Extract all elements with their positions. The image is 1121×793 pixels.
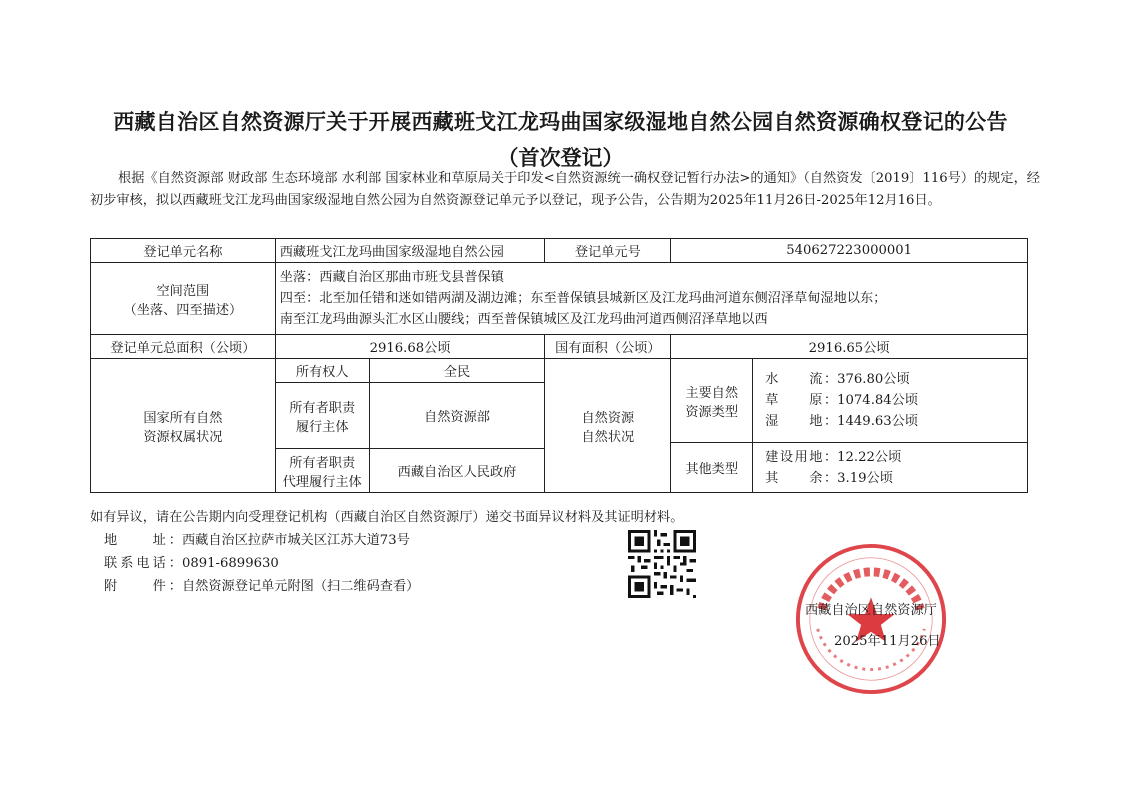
scope-label-line1: 空间范围 <box>156 283 210 299</box>
main-type-row <box>765 411 1023 432</box>
address-value: 西藏自治区拉萨市城关区江苏大道73号 <box>182 533 410 548</box>
type-value: 1449.63公顷 <box>837 414 919 429</box>
objection-text: 如有异议，请在公告期内向受理登记机构（西藏自治区自然资源厅）递交书面异议材料及其证明材料。 <box>90 510 684 525</box>
agent-value: 西藏自治区人民政府 <box>369 449 545 493</box>
owner-label: 所有权人 <box>275 359 369 383</box>
boundary-text-2: 南至江龙玛曲源头汇水区山腰线；西至普保镇城区及江龙玛曲河道西侧沼泽草地以西 <box>279 312 768 327</box>
agent-label <box>275 449 369 493</box>
main-type-row <box>765 369 1023 390</box>
type-key: 其 余： <box>765 470 838 486</box>
type-key: 草 原： <box>765 393 838 408</box>
qr-code-icon[interactable] <box>628 530 696 598</box>
scope-label-line2: （坐落、四至描述） <box>123 302 243 318</box>
ownership-label <box>91 359 276 493</box>
main-type-row <box>765 390 1023 411</box>
unit-name-value: 西藏班戈江龙玛曲国家级湿地自然公园 <box>275 239 545 263</box>
other-type-row <box>765 468 1023 489</box>
unit-no-label: 登记单元号 <box>545 239 671 263</box>
duty-label-line2: 履行主体 <box>295 419 349 435</box>
ownership-label-line2: 资源权属状况 <box>143 429 223 445</box>
type-value: 376.80公顷 <box>837 372 910 387</box>
intro-paragraph: 根据《自然资源部 财政部 生态环境部 水利部 国家林业和草原局关于印发<自然资源统一确权登记暂行办法>的通知》（自然资发〔2019〕116号）的规定，经初步审核，拟以西藏班戈江龙玛曲国家级湿地自然公园为自然资源登记单元予以登记，现予公告，公告期为2025年11月26日-2025年12月16日。 <box>90 171 1040 208</box>
main-type-label-line1: 主要自然 <box>685 385 739 401</box>
state-area-label: 国有面积（公顷） <box>545 335 671 359</box>
type-key: 湿 地： <box>765 414 838 429</box>
main-type-label-line2: 资源类型 <box>685 404 739 420</box>
agent-label-line1: 所有者职责 <box>289 455 356 471</box>
signer-organization: 西藏自治区自然资源厅 <box>805 603 937 618</box>
address-label: 地 址： <box>104 533 182 548</box>
document-subtitle: （首次登记） <box>497 145 624 170</box>
phone-value: 0891-6899630 <box>182 556 279 571</box>
type-key: 水 流： <box>765 372 838 387</box>
scope-description <box>275 263 1027 335</box>
ownership-label-line1: 国家所有自然 <box>143 410 223 426</box>
official-seal-icon <box>792 540 950 698</box>
total-area-value: 2916.68公顷 <box>275 335 545 359</box>
total-area-label: 登记单元总面积（公顷） <box>91 335 276 359</box>
duty-label-line1: 所有者职责 <box>289 400 356 416</box>
nature-label <box>545 359 671 493</box>
boundary-text-1: 四至：北至加任错和迷如错两湖及湖边滩；东至普保镇县城新区及江龙玛曲河道东侧沼泽草甸湿地以东； <box>279 291 887 306</box>
duty-label <box>275 383 369 449</box>
other-type-label: 其他类型 <box>671 443 753 493</box>
nature-label-line2: 自然状况 <box>581 429 635 445</box>
nature-label-line1: 自然资源 <box>581 410 635 426</box>
state-area-value: 2916.65公顷 <box>671 335 1028 359</box>
agent-label-line2: 代理履行主体 <box>282 474 362 490</box>
document-title: 西藏自治区自然资源厅关于开展西藏班戈江龙玛曲国家级湿地自然公园自然资源确权登记的公告 <box>113 109 1008 134</box>
unit-no-value: 540627223000001 <box>671 239 1028 263</box>
attachment-label: 附 件： <box>104 579 182 594</box>
main-type-label <box>671 359 753 443</box>
attachment-value: 自然资源登记单元附图（扫二维码查看） <box>182 579 420 594</box>
main-type-values <box>753 359 1028 443</box>
location-text: 坐落：西藏自治区那曲市班戈县普保镇 <box>279 270 504 285</box>
signature-date: 2025年11月26日 <box>834 634 941 649</box>
type-value: 3.19公顷 <box>837 470 893 486</box>
duty-value: 自然资源部 <box>369 383 545 449</box>
type-key: 建设用地： <box>765 449 838 465</box>
other-type-values <box>753 443 1028 493</box>
unit-name-label: 登记单元名称 <box>91 239 276 263</box>
phone-label: 联系电话： <box>104 556 182 571</box>
type-value: 12.22公顷 <box>837 449 902 465</box>
owner-value: 全民 <box>369 359 545 383</box>
scope-label <box>91 263 276 335</box>
other-type-row <box>765 447 1023 468</box>
type-value: 1074.84公顷 <box>837 393 919 408</box>
registration-table <box>90 238 1028 493</box>
